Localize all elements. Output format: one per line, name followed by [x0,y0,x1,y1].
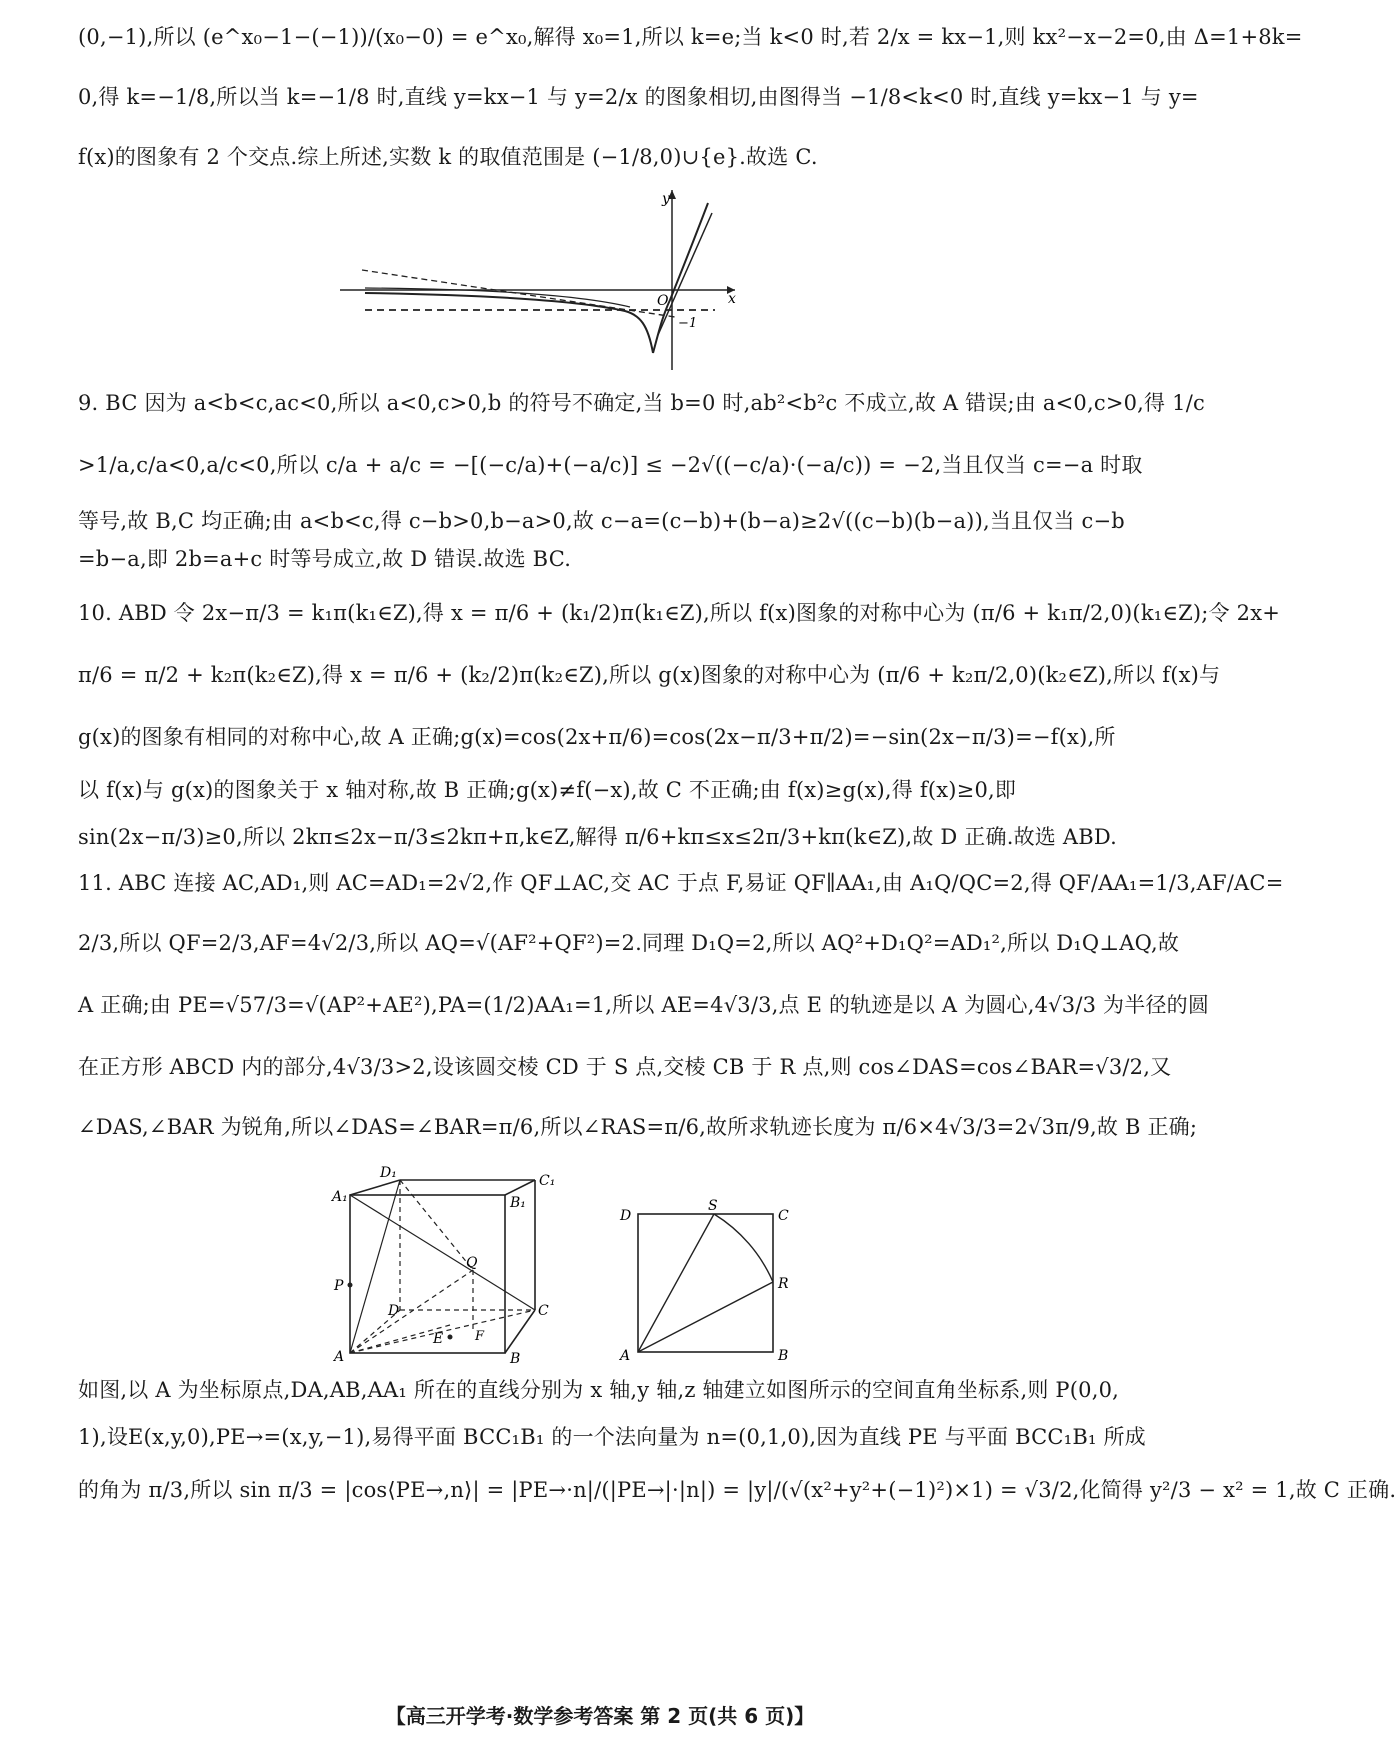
segment-d1q [400,1180,473,1270]
text-line: 在正方形 ABCD 内的部分,4√3/3>2,设该圆交棱 CD 于 S 点,交棱 CB 于 R 点,则 cos∠DAS=cos∠BAR=√3/2,又 [78,1055,1172,1079]
text-line: 0,得 k=−1/8,所以当 k=−1/8 时,直线 y=kx−1 与 y=2/x 的图象相切,由图得当 −1/8<k<0 时,直线 y=kx−1 与 y= [78,85,1199,109]
label-c: C [538,1303,549,1319]
text-line: ∠DAS,∠BAR 为锐角,所以∠DAS=∠BAR=π/6,所以∠RAS=π/6,故所求轨迹长度为 π/6×4√3/3=2√3π/9,故 B 正确; [78,1115,1198,1139]
label-a: A [620,1348,631,1364]
text-line: A 正确;由 PE=√57/3=√(AP²+AE²),PA=(1/2)AA₁=1,所以 AE=4√3/3,点 E 的轨迹是以 A 为圆心,4√3/3 为半径的圆 [78,993,1210,1017]
segment-aq [350,1270,473,1353]
label-s: S [708,1198,718,1214]
diagonal-a1c [350,1195,535,1310]
curve-left-branch [365,293,653,353]
arc-sr [714,1214,773,1282]
function-graph-figure [340,185,740,375]
segment-ar [638,1282,773,1352]
text-line: >1/a,c/a<0,a/c<0,所以 c/a + a/c = −[(−c/a)+(−a/c)] ≤ −2√((−c/a)·(−a/c)) = −2,当且仅当 c=−a 时取 [78,453,1143,477]
label-q: Q [466,1255,478,1271]
text-line: 的角为 π/3,所以 sin π/3 = |cos⟨PE→,n⟩| = |PE→·n|/(|PE→|·|n|) = |y|/(√(x²+y²+(−1)²)×1) = √3/2,化简得 y²/3 − x² = 1,故 C 正确. [78,1478,1396,1502]
page-footer: 【高三开学考·数学参考答案 第 2 页(共 6 页)】 [385,1704,815,1728]
text-line: (0,−1),所以 (e^x₀−1−(−1))/(x₀−0) = e^x₀,解得 x₀=1,所以 k=e;当 k<0 时,若 2/x = kx−1,则 kx²−x−2=0,由 Δ=1+8k= [78,25,1303,49]
label-c: C [778,1208,789,1224]
text-line: π/6 = π/2 + k₂π(k₂∈Z),得 x = π/6 + (k₂/2)π(k₂∈Z),所以 g(x)图象的对称中心为 (π/6 + k₂π/2,0)(k₂∈Z),所以 f(x)与 [78,663,1221,687]
cube-edge [350,1180,400,1195]
text-line: 1),设E(x,y,0),PE→=(x,y,−1),易得平面 BCC₁B₁ 的一个法向量为 n=(0,1,0),因为直线 PE 与平面 BCC₁B₁ 所成 [78,1425,1146,1449]
text-line: 等号,故 B,C 均正确;由 a<b<c,得 c−b>0,b−a>0,故 c−a=(c−b)+(b−a)≥2√((c−b)(b−a)),当且仅当 c−b [78,509,1125,533]
text-line: 如图,以 A 为坐标原点,DA,AB,AA₁ 所在的直线分别为 x 轴,y 轴,z 轴建立如图所示的空间直角坐标系,则 P(0,0, [78,1378,1120,1402]
segment-as [638,1214,714,1352]
text-line: g(x)的图象有相同的对称中心,故 A 正确;g(x)=cos(2x+π/6)=cos(2x−π/3+π/2)=−sin(2x−π/3)=−f(x),所 [78,725,1116,749]
label-p: P [334,1278,344,1294]
square-abcd [638,1214,773,1352]
label-a: A [334,1349,345,1365]
minus-one-label: −1 [678,316,698,331]
label-d1: D₁ [380,1165,397,1181]
cube-figure [330,1165,570,1365]
text-line: =b−a,即 2b=a+c 时等号成立,故 D 错误.故选 BC. [78,547,572,571]
text-line: 9. BC 因为 a<b<c,ac<0,所以 a<0,c>0,b 的符号不确定,当 b=0 时,ab²<b²c 不成立,故 A 错误;由 a<0,c>0,得 1/c [78,391,1205,415]
label-d: D [388,1303,400,1319]
label-b: B [778,1348,789,1364]
y-axis-label: y [662,191,670,207]
text-line: sin(2x−π/3)≥0,所以 2kπ≤2x−π/3≤2kπ+π,k∈Z,解得 π/6+kπ≤x≤2π/3+kπ(k∈Z),故 D 正确.故选 ABD. [78,825,1118,849]
text-line: 2/3,所以 QF=2/3,AF=4√2/3,所以 AQ=√(AF²+QF²)=2.同理 D₁Q=2,所以 AQ²+D₁Q²=AD₁²,所以 D₁Q⊥AQ,故 [78,931,1180,955]
label-b1: B₁ [510,1195,526,1211]
label-b: B [510,1351,521,1367]
label-f: F [475,1329,485,1344]
origin-label: O [657,293,669,309]
text-line: 10. ABD 令 2x−π/3 = k₁π(k₁∈Z),得 x = π/6 + (k₁/2)π(k₁∈Z),所以 f(x)图象的对称中心为 (π/6 + k₁π/2,0)(k₁∈Z);令 2x+ [78,601,1281,625]
text-line: 以 f(x)与 g(x)的图象关于 x 轴对称,故 B 正确;g(x)≠f(−x),故 C 不正确;由 f(x)≥g(x),得 f(x)≥0,即 [78,778,1017,802]
label-c1: C₁ [539,1173,556,1189]
x-axis-label: x [728,291,736,307]
text-line: f(x)的图象有 2 个交点.综上所述,实数 k 的取值范围是 (−1/8,0)∪{e}.故选 C. [78,145,818,169]
diagonal-ad1 [350,1180,400,1353]
point-p [348,1283,353,1288]
label-e: E [433,1331,444,1347]
label-d: D [620,1208,632,1224]
label-r: R [778,1276,789,1292]
text-line: 11. ABC 连接 AC,AD₁,则 AC=AD₁=2√2,作 QF⊥AC,交 AC 于点 F,易证 QF∥AA₁,由 A₁Q/QC=2,得 QF/AA₁=1/3,AF/AC= [78,871,1284,895]
point-e [448,1335,453,1340]
square-arc-figure [618,1198,808,1367]
cube-edge [505,1180,535,1195]
label-a1: A₁ [332,1189,348,1205]
